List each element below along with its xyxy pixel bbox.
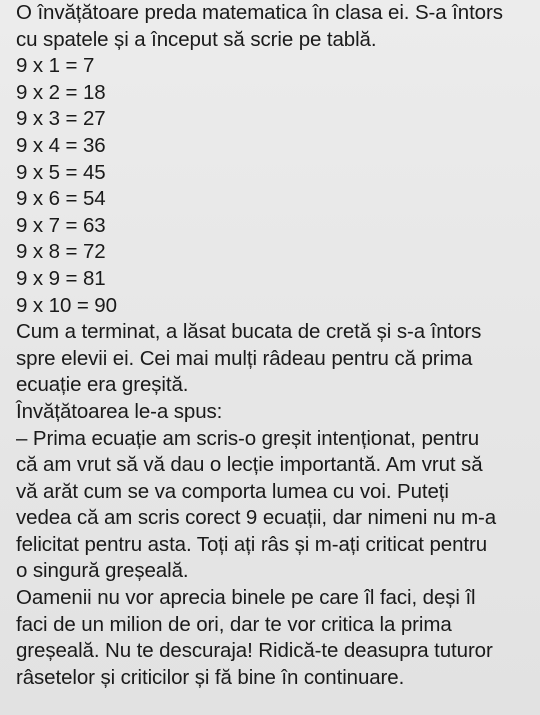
text-line: vedea că am scris corect 9 ecuații, dar nimeni nu m-a (16, 506, 497, 530)
after-paragraph (16, 319, 530, 399)
equation-line: 9 x 5 = 45 (16, 160, 106, 184)
text-line: cu spatele și a început să scrie pe tablă. (16, 27, 377, 51)
equation-line: 9 x 9 = 81 (16, 266, 106, 290)
equation-line: 9 x 7 = 63 (16, 213, 106, 237)
teacher-speech-paragraph (16, 426, 530, 586)
text-line: – Prima ecuație am scris-o greșit intenționat, pentru (16, 426, 479, 450)
text-line: o singură greșeală. (16, 559, 189, 583)
text-line: O învățătoare preda matematica în clasa ei. S-a întors (16, 1, 503, 24)
intro-paragraph (16, 0, 530, 53)
text-line: Cum a terminat, a lăsat bucata de cretă și s-a întors (16, 320, 482, 344)
teacher-said-line: Învățătoarea le-a spus: (16, 399, 223, 423)
text-line: felicitat pentru asta. Toți ați râs și m-ați criticat pentru (16, 532, 488, 556)
equation-line: 9 x 10 = 90 (16, 293, 117, 317)
equation-line: 9 x 8 = 72 (16, 240, 106, 264)
text-line: râsetelor și criticilor și fă bine în continuare. (16, 665, 405, 689)
equation-line: 9 x 2 = 18 (16, 80, 106, 104)
text-line: Oamenii nu vor aprecia binele pe care îl faci, deși îl (16, 586, 476, 610)
text-line: spre elevii ei. Cei mai mulți râdeau pentru că prima (16, 346, 473, 370)
equation-line: 9 x 3 = 27 (16, 107, 106, 131)
equation-line: 9 x 1 = 7 (16, 54, 95, 78)
moral-paragraph (16, 585, 530, 691)
text-line: ecuație era greșită. (16, 373, 189, 397)
text-line: vă arăt cum se va comporta lumea cu voi. Puteți (16, 479, 449, 503)
equation-line: 9 x 6 = 54 (16, 187, 106, 211)
text-line: greșeală. Nu te descuraja! Ridică-te deasupra tuturor (16, 639, 493, 663)
equation-line: 9 x 4 = 36 (16, 133, 106, 157)
equations-list (16, 53, 530, 319)
text-line: că am vrut să vă dau o lecție importantă. Am vrut să (16, 453, 483, 477)
text-line: faci de un milion de ori, dar te vor critica la prima (16, 612, 452, 636)
